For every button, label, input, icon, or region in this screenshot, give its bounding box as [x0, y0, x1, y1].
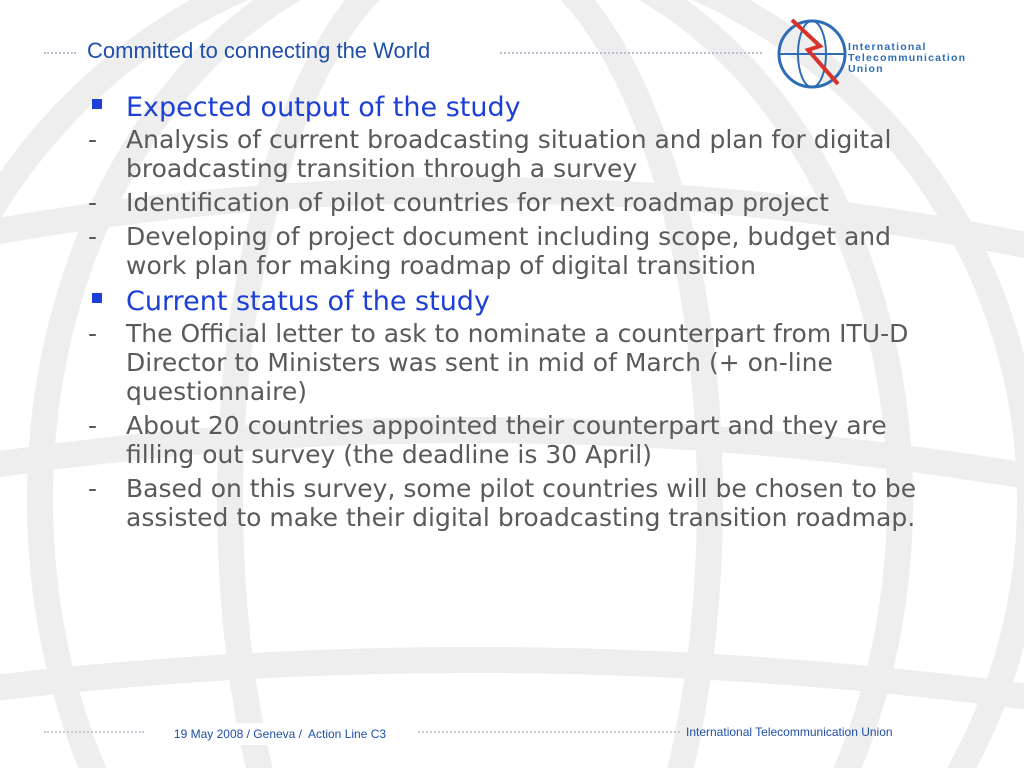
- dash-marker: -: [88, 411, 98, 440]
- dash-item: [86, 474, 956, 532]
- dash-text: Analysis of current broadcasting situation and plan for digital broadcasting transition through a survey: [126, 125, 892, 183]
- dash-text: Identification of pilot countries for next roadmap project: [126, 188, 829, 217]
- dash-item: [86, 125, 956, 183]
- dash-item: [86, 188, 956, 217]
- header-divider-left: [44, 52, 76, 54]
- dash-text: The Official letter to ask to nominate a counterpart from ITU-D Director to Ministers was sent in mid of March (+ on-line questionnaire): [126, 319, 909, 406]
- dash-marker: -: [88, 222, 98, 251]
- logo-line: International: [848, 41, 927, 53]
- dash-marker: -: [88, 125, 98, 154]
- logo-line: Telecommunication: [848, 52, 967, 64]
- dash-marker: -: [88, 474, 98, 503]
- dash-text: Based on this survey, some pilot countries will be chosen to be assisted to make their digital broadcasting transition roadmap.: [126, 474, 917, 532]
- footer-organization: International Telecommunication Union: [686, 725, 893, 739]
- bullet-item: [86, 92, 956, 123]
- bullet-item: [86, 286, 956, 317]
- slide-body: [86, 86, 956, 537]
- square-bullet-icon: [86, 286, 126, 317]
- dash-marker: -: [88, 319, 98, 348]
- dash-text: About 20 countries appointed their counterpart and they are filling out survey (the deadline is 30 April): [126, 411, 887, 469]
- footer-divider-left: [44, 731, 144, 733]
- header-title: Committed to connecting the World: [87, 38, 431, 63]
- square-bullet-icon: [86, 92, 126, 123]
- logo-line: Union: [848, 63, 884, 75]
- footer-date-location: 19 May 2008 / Geneva / Action Line C3: [145, 723, 415, 745]
- dash-text: Developing of project document including scope, budget and work plan for making roadmap of digital transition: [126, 222, 891, 280]
- bullet-text: Expected output of the study: [126, 92, 521, 123]
- header-divider-right: [500, 52, 762, 54]
- footer-divider-right: [418, 731, 680, 733]
- itu-logo-text: [848, 42, 966, 75]
- dash-item: [86, 222, 956, 280]
- bullet-text: Current status of the study: [126, 286, 490, 317]
- dash-marker: -: [88, 188, 98, 217]
- dash-item: [86, 411, 956, 469]
- dash-item: [86, 319, 956, 406]
